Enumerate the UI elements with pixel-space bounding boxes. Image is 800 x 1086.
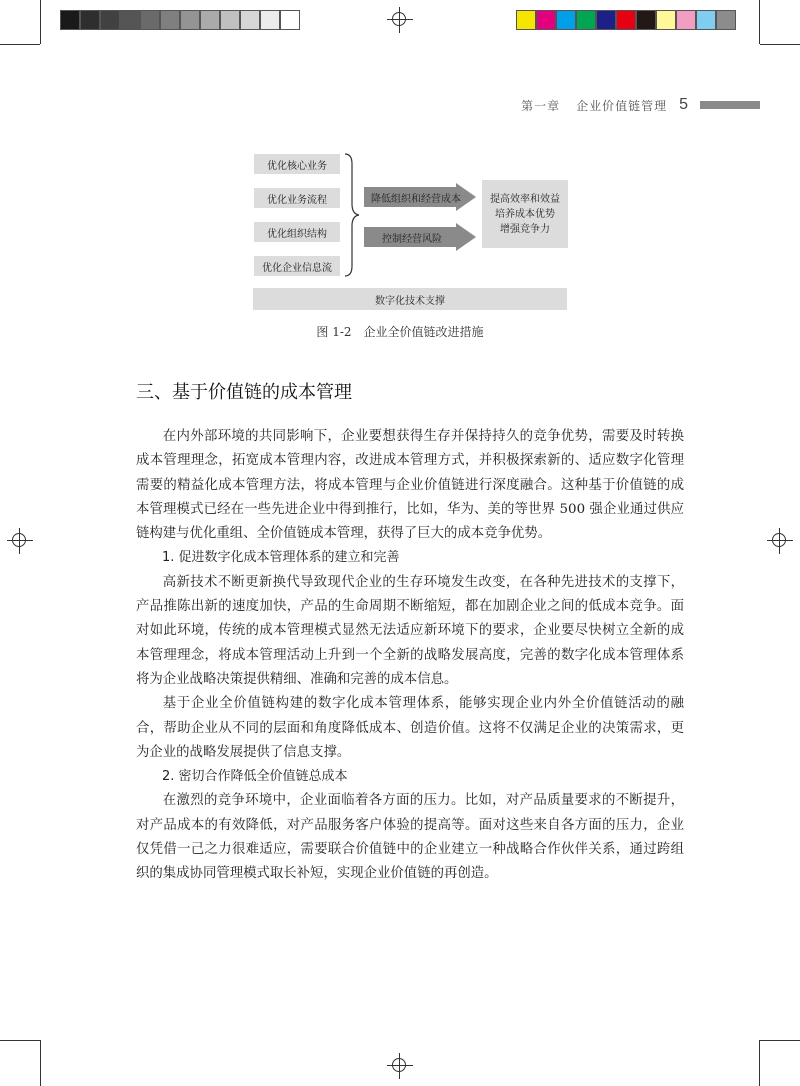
gray-swatch-9	[220, 10, 240, 30]
gray-swatch-1	[60, 10, 80, 30]
arrow-1-label: 降低组织和经营成本	[371, 193, 461, 205]
crop-mark-bl-v	[40, 1040, 41, 1086]
subheading-1: 1. 促进数字化成本管理体系的建立和完善	[162, 550, 400, 566]
crop-mark-tl-v	[40, 0, 41, 44]
result-box	[482, 180, 568, 248]
chapter-title: 企业价值链管理	[576, 98, 668, 113]
running-header	[521, 96, 760, 114]
left-box-4: 优化企业信息流	[254, 256, 340, 276]
gray-swatch-7	[180, 10, 200, 30]
registration-mark-bottom	[387, 1053, 413, 1079]
color-swatch-10	[696, 10, 716, 30]
subheading-2: 2. 密切合作降低全价值链总成本	[162, 769, 348, 785]
paragraph-4: 在激烈的竞争环境中，企业面临着各方面的压力。比如，对产品质量要求的不断提升，对产品成本的有效降低，对产品服务客户体验的提高等。面对这些来自各方面的压力，企业仅凭借一己之力很难适应，需要联合价值链中的企业建立一种战略合作伙伴关系，通过跨组织的集成协同管理模式取长补短，实现企业价值链的再创造。	[136, 793, 684, 882]
figure-caption: 图 1-2 企业全价值链改进措施	[316, 325, 484, 339]
color-swatch-4	[576, 10, 596, 30]
gray-swatch-10	[240, 10, 260, 30]
paragraph-2: 高新技术不断更新换代导致现代企业的生存环境发生改变，在各种先进技术的支撑下，产品推陈出新的速度加快，产品的生命周期不断缩短，都在加剧企业之间的低成本竞争。面对如此环境，传统的成本管理模式显然无法适应新环境下的要求，企业要尽快树立全新的成本管理理念，将成本管理活动上升到一个全新的战略发展高度，完善的数字化成本管理体系将为企业战略决策提供精细、准确和完善的成本信息。	[136, 574, 684, 687]
gray-swatch-3	[100, 10, 120, 30]
registration-mark-top	[387, 7, 413, 33]
registration-mark-left	[7, 528, 33, 554]
result-line-3: 增强竞争力	[500, 223, 550, 235]
arrow-2-label: 控制经营风险	[382, 233, 442, 245]
curly-brace	[342, 152, 362, 278]
color-swatch-5	[596, 10, 616, 30]
paragraph-1: 在内外部环境的共同影响下，企业要想获得生存并保持持久的竞争优势，需要及时转换成本管理理念，拓宽成本管理内容，改进成本管理方式，并积极探索新的、适应数字化管理需要的精益化成本管理方法，将成本管理与企业价值链进行深度融合。这种基于价值链的成本管理模式已经在一些先进企业中得到推行，比如，华为、美的等世界 500 强企业通过供应链构建与优化重组、全价值链成本管理，获得了巨大的成本竞争优势。	[136, 429, 684, 542]
color-swatch-9	[676, 10, 696, 30]
gray-swatch-4	[120, 10, 140, 30]
color-swatch-2	[536, 10, 556, 30]
gray-swatch-12	[280, 10, 300, 30]
gray-swatch-11	[260, 10, 280, 30]
color-swatch-7	[636, 10, 656, 30]
crop-mark-br-v	[759, 1040, 760, 1086]
color-swatch-8	[656, 10, 676, 30]
left-box-1: 优化核心业务	[254, 154, 340, 174]
gray-swatch-8	[200, 10, 220, 30]
gray-swatch-5	[140, 10, 160, 30]
digital-support-bar: 数字化技术支撑	[253, 288, 567, 310]
paragraph-3: 基于企业全价值链构建的数字化成本管理体系，能够实现企业内外全价值链活动的融合，帮助企业从不同的层面和角度降低成本、创造价值。这将不仅满足企业的决策需求，更为企业的战略发展提供了信息支撑。	[136, 696, 684, 760]
left-box-2: 优化业务流程	[254, 188, 340, 208]
gray-swatch-2	[80, 10, 100, 30]
crop-mark-br-h	[760, 1040, 800, 1041]
crop-mark-tr-v	[759, 0, 760, 44]
color-swatch-3	[556, 10, 576, 30]
color-swatch-11	[716, 10, 736, 30]
grayscale-color-bar	[60, 10, 300, 30]
page-number: 5	[679, 96, 688, 113]
color-swatch-6	[616, 10, 636, 30]
gray-swatch-6	[160, 10, 180, 30]
crop-mark-tr-h	[760, 44, 800, 45]
color-swatch-1	[516, 10, 536, 30]
body-text	[136, 425, 684, 887]
section-heading: 三、基于价值链的成本管理	[136, 382, 352, 403]
crop-mark-tl-h	[0, 44, 40, 45]
crop-mark-bl-h	[0, 1040, 40, 1041]
left-box-3: 优化组织结构	[254, 222, 340, 242]
header-bar	[700, 101, 760, 109]
result-line-2: 培养成本优势	[495, 208, 555, 220]
chapter-label: 第一章	[521, 98, 561, 113]
process-color-bar	[516, 10, 736, 30]
result-line-1: 提高效率和效益	[490, 193, 560, 205]
registration-mark-right	[767, 528, 793, 554]
